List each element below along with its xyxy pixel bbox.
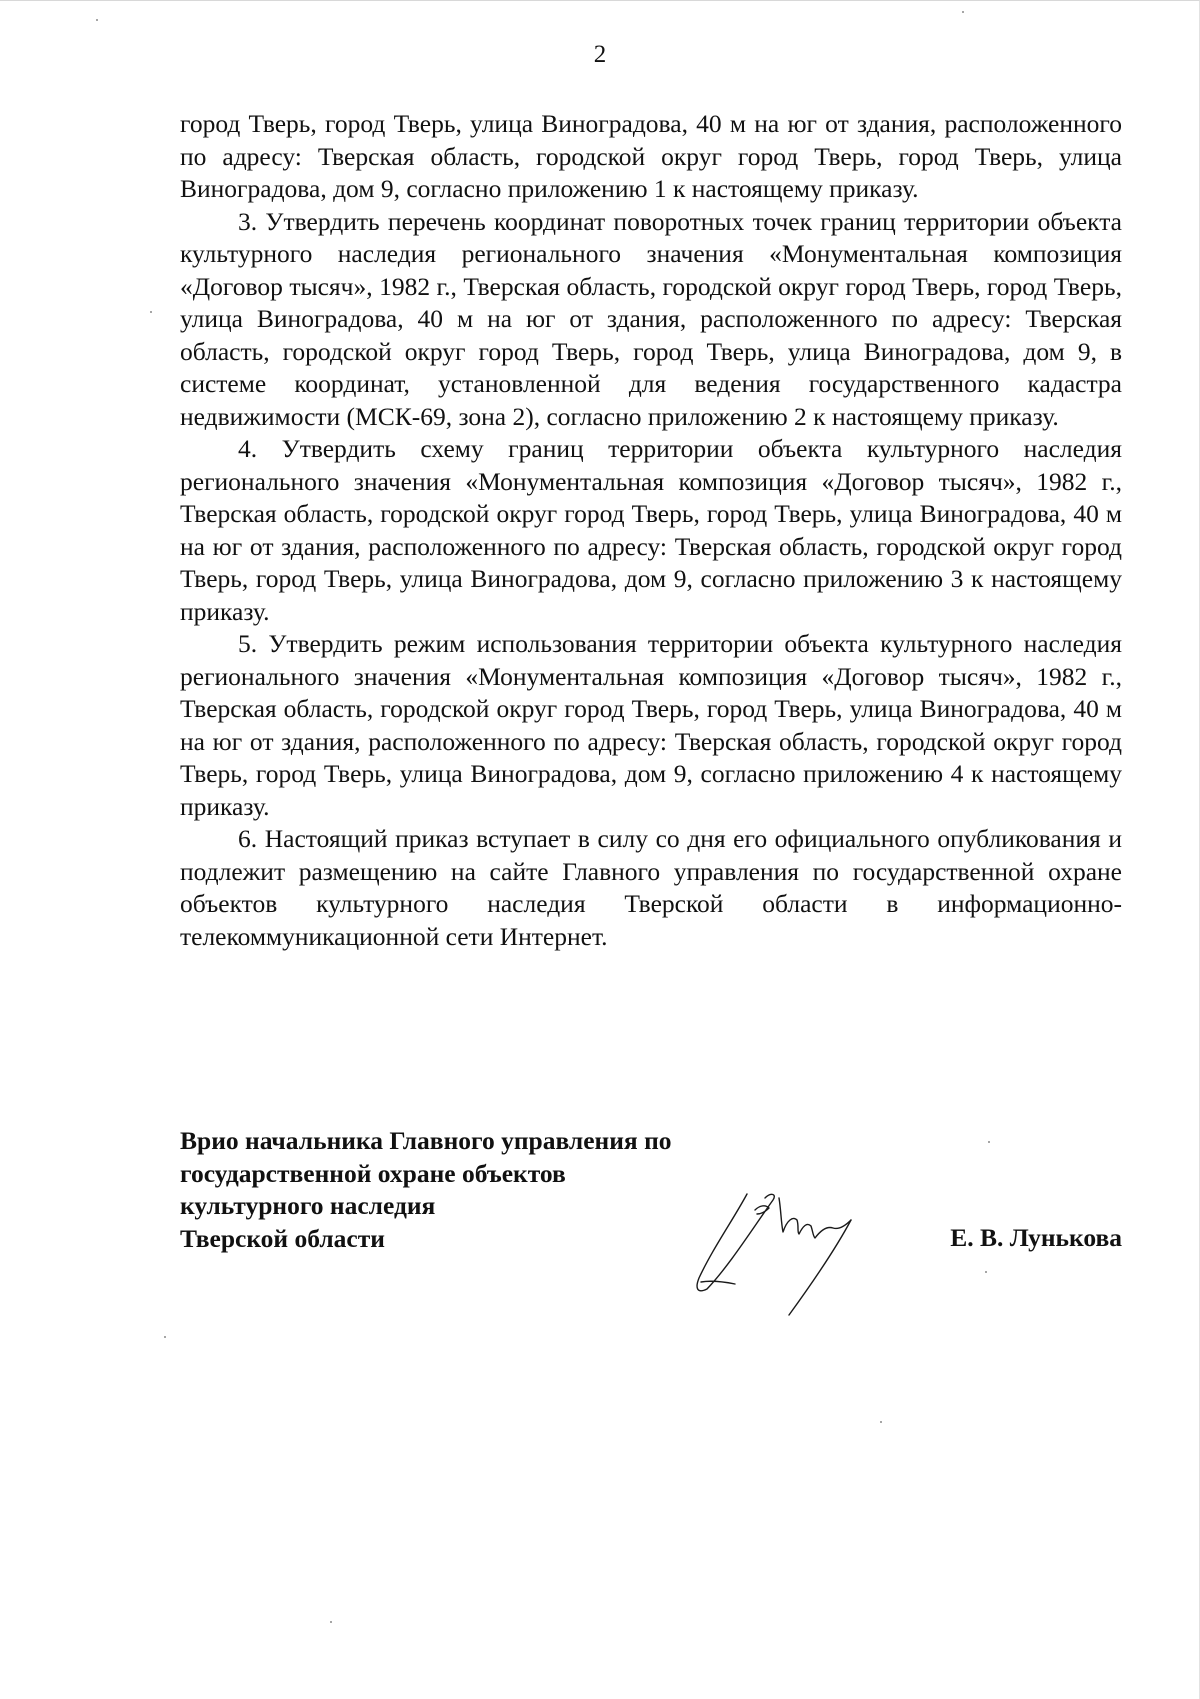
signatory-position-line: государственной охране объектов (180, 1158, 566, 1188)
handwritten-signature (685, 1170, 885, 1320)
paragraph-5: 5. Утвердить режим использования территории объекта культурного наследия регионального значения «Монументальная композиция «Договор тысяч», 1982 г., Тверская область, городской округ город Тверь, город Тверь, улица Виноградова, 40 м на юг от здания, расположенного по адресу: Тверская область, городской округ город Тверь, город Тверь, улица Виноградова, дом 9, согласно приложению 4 к настоящему приказу. (180, 629, 1122, 821)
paragraph-continuation: город Тверь, город Тверь, улица Виноградова, 40 м на юг от здания, расположенного по адресу: Тверская область, городской округ город Тверь, город Тверь, улица Виноградова, дом 9, согласно приложению 1 к настоящему приказу. (180, 109, 1122, 203)
page-number: 2 (593, 41, 607, 68)
document-body (180, 108, 1122, 953)
scan-speck (150, 311, 152, 313)
scan-speck (164, 1336, 166, 1338)
scan-speck (985, 1271, 987, 1273)
scan-speck (962, 11, 964, 13)
scan-speck (988, 1141, 990, 1143)
signature-block (180, 1125, 1122, 1325)
signatory-position-line: Тверской области (180, 1223, 385, 1253)
signatory-name: Е. В. Лунькова (950, 1223, 1122, 1252)
scan-speck (330, 1621, 332, 1623)
paragraph-4: 4. Утвердить схему границ территории объекта культурного наследия регионального значения «Монументальная композиция «Договор тысяч», 1982 г., Тверская область, городской округ город Тверь, город Тверь, улица Виноградова, 40 м на юг от здания, расположенного по адресу: Тверская область, городской округ город Тверь, город Тверь, улица Виноградова, дом 9, согласно приложению 3 к настоящему приказу. (180, 434, 1122, 626)
signatory-position-line: культурного наследия (180, 1191, 436, 1220)
scan-speck (96, 19, 98, 21)
scan-speck (880, 1421, 882, 1423)
paragraph-6: 6. Настоящий приказ вступает в силу со дня его официального опубликования и подлежит размещению на сайте Главного управления по государственной охране объектов культурного наследия Тверской области в информационно-телекоммуникационной сети Интернет. (180, 824, 1122, 951)
signatory-position-line: Врио начальника Главного управления по (180, 1126, 672, 1155)
paragraph-3: 3. Утвердить перечень координат поворотных точек границ территории объекта культурного наследия регионального значения «Монументальная композиция «Договор тысяч», 1982 г., Тверская область, городской округ город Тверь, город Тверь, улица Виноградова, 40 м на юг от здания, расположенного по адресу: Тверская область, городской округ город Тверь, город Тверь, улица Виноградова, дом 9, в системе координат, установленной для ведения государственного кадастра недвижимости (МСК-69, зона 2), согласно приложению 2 к настоящему приказу. (180, 206, 1122, 431)
